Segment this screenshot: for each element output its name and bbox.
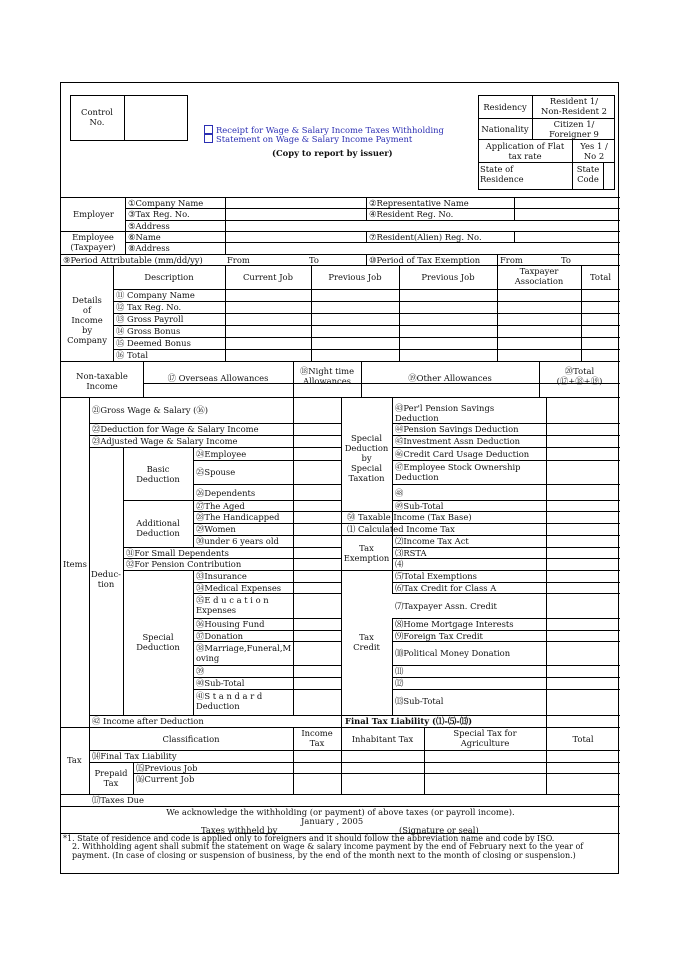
subtitle: (Copy to report by issuer) <box>272 148 393 158</box>
details-row-company: ⑪ Company Name <box>116 290 195 300</box>
employee-resident-alien: ⑦Resident(Alien) Reg. No. <box>369 232 482 242</box>
exemption-income-tax-act: ⑵Income Tax Act <box>395 536 469 546</box>
pers-pension-savings: ㊸Per'l Pension Savings Deduction <box>395 403 495 423</box>
footnote-1: *1. State of residence and code is applied only to foreigners and it should follow the abbreviation name and code by ISO. <box>63 834 555 843</box>
credit-foreign: ⑼Foreign Tax Credit <box>395 631 483 641</box>
acknowledgement: We acknowledge the withholding (or payment) of above taxes (or payroll income). <box>166 807 515 817</box>
tax-total: Total <box>572 734 594 744</box>
title-line-1: Receipt for Wage & Salary Income Taxes Withholding <box>204 125 444 135</box>
state-code-label: State Code <box>576 164 600 184</box>
taxes-withheld-by: Taxes withheld by <box>201 825 278 835</box>
nontaxable-other: ⑲Other Allowances <box>408 373 492 383</box>
final-tax-liability: Final Tax Liability (⑴-⑸-⒀) <box>345 716 473 726</box>
special-insurance: ㉝Insurance <box>196 571 247 581</box>
flat-rate-value: Yes 1 / No 2 <box>580 141 608 161</box>
deduction-label: Deduc- tion <box>91 569 121 589</box>
credit-blank-2: ⑿ <box>395 678 404 688</box>
exemption-total: ⑸Total Exemptions <box>395 571 477 581</box>
credit-mortgage: ⑻Home Mortgage Interests <box>395 619 514 629</box>
details-row-gross-bonus: ⑭ Gross Bonus <box>116 326 181 336</box>
employer-label: Employer <box>73 209 114 219</box>
nontaxable-total: ⑳Total (⑰+⑱+⑲) <box>556 366 603 386</box>
signature-label: (Signature or seal) <box>399 825 479 835</box>
nontaxable-night: ⑱Night time Allowances <box>299 366 355 386</box>
special-housing: ㊱Housing Fund <box>196 619 265 629</box>
credit-class-a: ⑹Tax Credit for Class A <box>395 583 497 593</box>
employee-name: ⑥Name <box>128 232 161 242</box>
period-from: From <box>227 255 250 265</box>
nationality-label: Nationality <box>481 124 529 134</box>
pension-contribution: ㉜For Pension Contribution <box>126 559 242 569</box>
employer-resident-reg: ④Resident Reg. No. <box>369 209 454 219</box>
nontaxable-overseas: ⑰ Overseas Allowances <box>167 373 269 383</box>
col-previous-job: Previous Job <box>328 272 382 282</box>
nationality-value: Citizen 1/ Foreigner 9 <box>549 119 599 139</box>
special-taxation-blank: ㊽ <box>395 488 404 498</box>
exemption-blank: ⑷ <box>395 559 404 569</box>
items-label: Items <box>63 559 87 569</box>
exemption-rsta: ⑶RSTA <box>395 548 427 558</box>
basic-employee: ㉔Employee <box>196 449 247 459</box>
details-row-gross-payroll: ⑬ Gross Payroll <box>116 314 184 324</box>
tax-credit-label: Tax Credit <box>353 632 380 652</box>
special-taxation-label: Special Deduction by Special Taxation <box>344 433 389 483</box>
taxable-income: ㊿ Taxable Income (Tax Base) <box>347 512 472 522</box>
deduction-wage: ㉒Deduction for Wage & Salary Income <box>92 424 259 434</box>
checkbox-statement[interactable] <box>204 134 213 143</box>
special-taxation-subtotal: ㊾Sub-Total <box>395 501 444 511</box>
flat-rate-label: Application of Flat tax rate <box>485 141 565 161</box>
period-to: To <box>309 255 319 265</box>
col-previous-job-2: Previous Job <box>421 272 475 282</box>
tax-final-liability: ⒁Final Tax Liability <box>92 751 177 761</box>
col-total: Total <box>589 272 611 282</box>
special-donation: ㊲Donation <box>196 631 243 641</box>
tax-prepaid: Prepaid Tax <box>94 768 128 788</box>
additional-under6: ㉚under 6 years old <box>196 536 279 546</box>
nontaxable-label: Non-taxable Income <box>76 371 128 391</box>
credit-blank-1: ⑾ <box>395 666 404 676</box>
details-row-total: ⑯ Total <box>116 350 149 360</box>
income-after-deduction: ㊷ Income after Deduction <box>92 716 204 726</box>
basic-dependents: ㉖Dependents <box>196 488 256 498</box>
title-line-2: Statement on Wage & Salary Income Payment <box>204 134 412 144</box>
col-taxpayer-assoc: Taxpayer Association <box>514 266 564 286</box>
ack-date: January , 2005 <box>301 816 364 826</box>
special-marriage: ㊳Marriage,Funeral,M oving <box>196 643 292 663</box>
special-deduction-label: Special Deduction <box>136 632 180 652</box>
period-exemption: ⑩Period of Tax Exemption <box>369 255 481 265</box>
special-subtotal: ㊵Sub-Total <box>196 678 245 688</box>
credit-subtotal: ⒀Sub-Total <box>395 696 444 706</box>
tax-classification: Classification <box>162 734 220 744</box>
credit-card-deduction: ㊻Credit Card Usage Deduction <box>395 449 530 459</box>
control-no-label: Control No. <box>81 107 113 127</box>
employer-company-name: ①Company Name <box>128 198 204 208</box>
credit-assn: ⑺Taxpayer Assn. Credit <box>395 601 497 611</box>
standard-deduction: ㊶S t a n d a r d Deduction <box>196 691 263 711</box>
tax-previous-job: ⒂Previous Job <box>136 763 198 773</box>
tax-exemption-label: Tax Exemption <box>343 543 390 563</box>
adjusted-wage: ㉓Adjusted Wage & Salary Income <box>92 436 238 446</box>
small-dependents: ㉛For Small Dependents <box>126 548 229 558</box>
tax-special-agri: Special Tax for Agriculture <box>453 728 517 748</box>
employer-address: ⑤Address <box>128 221 170 231</box>
tax-current-job: ⒃Current Job <box>136 774 195 784</box>
employer-rep-name: ②Representative Name <box>369 198 469 208</box>
period-attributable: ⑨Period Attributable (mm/dd/yy) <box>63 255 203 265</box>
basic-spouse: ㉕Spouse <box>196 467 236 477</box>
col-current-job: Current Job <box>243 272 293 282</box>
details-row-deemed-bonus: ⑮ Deemed Bonus <box>116 338 191 348</box>
employer-tax-reg: ③Tax Reg. No. <box>128 209 190 219</box>
details-label: Details of Income by Company <box>67 295 107 345</box>
pension-savings-deduction: ㊹Pension Savings Deduction <box>395 424 519 434</box>
residency-label: Residency <box>483 102 527 112</box>
footnote-2: 2. Withholding agent shall submit the statement on wage & salary income payment by the end of February next to the year of payment. (In case of closing or suspension of business, by the end of the month next to the month of closing or suspension.) <box>72 842 584 860</box>
tax-due: ⒄Taxes Due <box>92 795 145 805</box>
special-medical: ㉞Medical Expenses <box>196 583 282 593</box>
tax-inhabitant: Inhabitant Tax <box>351 734 414 744</box>
additional-women: ㉙Women <box>196 524 236 534</box>
residency-value: Resident 1/ Non-Resident 2 <box>541 96 607 116</box>
withholding-form <box>60 82 619 874</box>
employee-address: ⑧Address <box>128 243 170 253</box>
tax-label: Tax <box>67 755 82 765</box>
additional-aged: ㉗The Aged <box>196 501 245 511</box>
investment-deduction: ㊺Investment Assn Deduction <box>395 436 521 446</box>
checkbox-receipt[interactable] <box>204 125 213 134</box>
period-to-2: To <box>561 255 571 265</box>
gross-wage: ㉑Gross Wage & Salary (⑯) <box>92 405 209 415</box>
additional-deduction-label: Additional Deduction <box>136 518 180 538</box>
additional-handicapped: ㉘The Handicapped <box>196 512 280 522</box>
special-blank: ㊴ <box>196 666 205 676</box>
details-row-tax-reg: ⑫ Tax Reg. No. <box>116 302 182 312</box>
period-from-2: From <box>500 255 523 265</box>
col-description: Description <box>144 272 194 282</box>
credit-political: ⑽Political Money Donation <box>395 648 511 658</box>
basic-deduction-label: Basic Deduction <box>136 464 180 484</box>
employee-label: Employee (Taxpayer) <box>70 232 116 252</box>
special-education: ㉟E d u c a t i o n Expenses <box>196 595 269 615</box>
esop-deduction: ㊼Employee Stock Ownership Deduction <box>395 462 521 482</box>
tax-income-tax: Income Tax <box>301 728 333 748</box>
calculated-income-tax: ⑴ Calculated Income Tax <box>347 524 455 534</box>
state-residence-label: State of Residence <box>480 164 524 184</box>
